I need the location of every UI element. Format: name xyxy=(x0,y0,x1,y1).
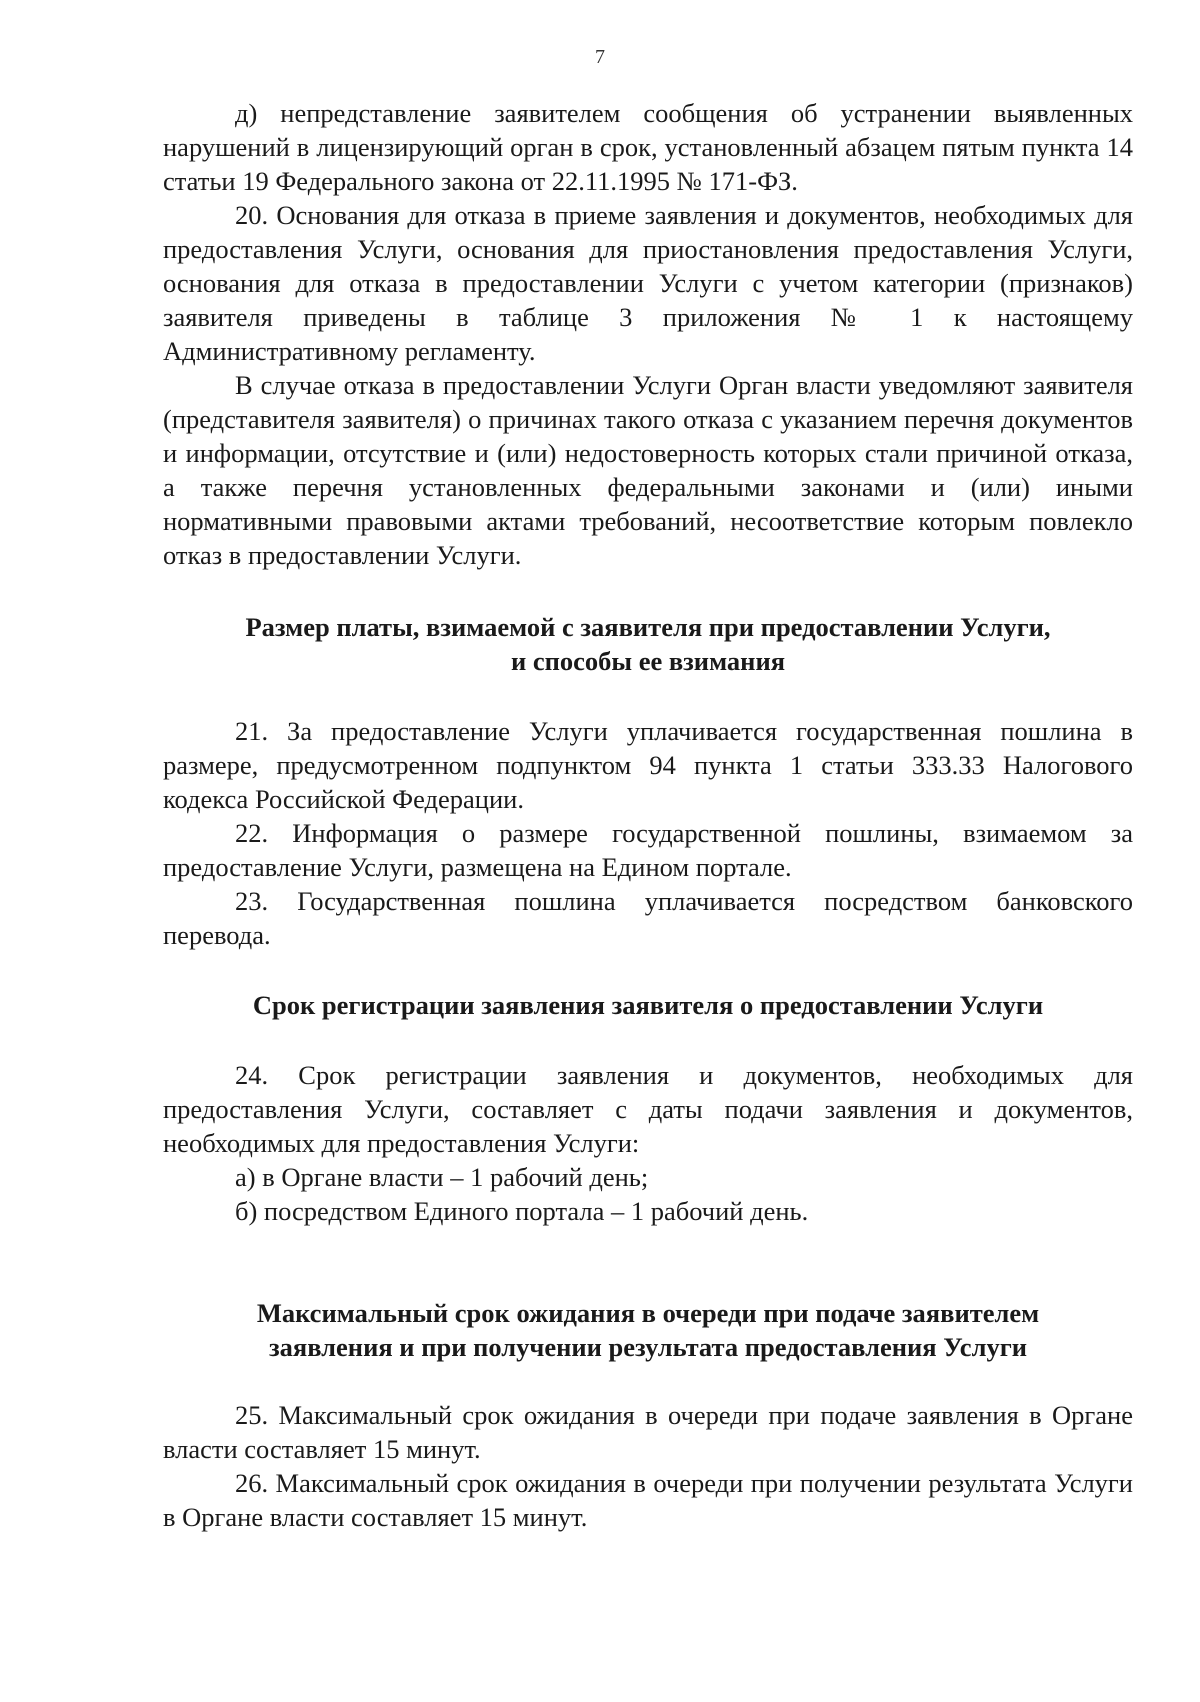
paragraph-20: 20. Основания для отказа в приеме заявления и документов, необходимых для предоставления Услуги, основания для приостановления предоставления Услуги, основания для отказа в предоставлении Услуги с учетом категории (признаков) заявителя приведены в таблице 3 приложения № 1 к настоящему Административному регламенту. xyxy=(163,200,1133,366)
section-queue-heading-line1: Максимальный срок ожидания в очереди при подаче заявителем xyxy=(256,1298,1040,1328)
paragraph-24-b: б) посредством Единого портала – 1 рабочий день. xyxy=(235,1196,809,1226)
paragraph-d: д) непредставление заявителем сообщения об устранении выявленных нарушений в лицензирующий орган в срок, установленный абзацем пятым пункта 14 статьи 19 Федерального закона от 22.11.1995 № 171-ФЗ. xyxy=(163,98,1133,196)
paragraph-25: 25. Максимальный срок ожидания в очереди при подаче заявления в Органе власти составляет 15 минут. xyxy=(163,1400,1133,1464)
paragraph-24-a: а) в Органе власти – 1 рабочий день; xyxy=(235,1162,649,1192)
section-queue xyxy=(163,1296,1133,1534)
section-queue-heading-line2: заявления и при получении результата предоставления Услуги xyxy=(268,1332,1027,1362)
paragraph-refusal-notice: В случае отказа в предоставлении Услуги Орган власти уведомляют заявителя (представителя заявителя) о причинах такого отказа с указанием перечня документов и информации, отсутствие и (или) недостоверность которых стали причиной отказа, а также перечня установленных федеральными законами и (или) иными нормативными правовыми актами требований, несоответствие которым повлекло отказ в предоставлении Услуги. xyxy=(163,370,1133,570)
section-fee-heading-line1: Размер платы, взимаемой с заявителя при предоставлении Услуги, xyxy=(245,612,1051,642)
document-body xyxy=(163,96,1133,1534)
page-number: 7 xyxy=(595,46,605,68)
paragraph-24: 24. Срок регистрации заявления и документов, необходимых для предоставления Услуги, составляет с даты подачи заявления и документов, необходимых для предоставления Услуги: xyxy=(163,1060,1133,1158)
section-fee-heading-line2: и способы ее взимания xyxy=(510,646,786,676)
paragraph-26: 26. Максимальный срок ожидания в очереди при получении результата Услуги в Органе власти составляет 15 минут. xyxy=(163,1468,1133,1532)
paragraph-21: 21. За предоставление Услуги уплачивается государственная пошлина в размере, предусмотренном подпунктом 94 пункта 1 статьи 333.33 Налогового кодекса Российской Федерации. xyxy=(163,716,1133,814)
paragraph-23: 23. Государственная пошлина уплачивается посредством банковского перевода. xyxy=(163,886,1133,950)
section-registration-heading: Срок регистрации заявления заявителя о предоставлении Услуги xyxy=(252,990,1044,1020)
section-fee xyxy=(163,610,1133,952)
paragraph-22: 22. Информация о размере государственной пошлины, взимаемом за предоставление Услуги, размещена на Едином портале. xyxy=(163,818,1133,882)
section-registration xyxy=(163,988,1133,1228)
